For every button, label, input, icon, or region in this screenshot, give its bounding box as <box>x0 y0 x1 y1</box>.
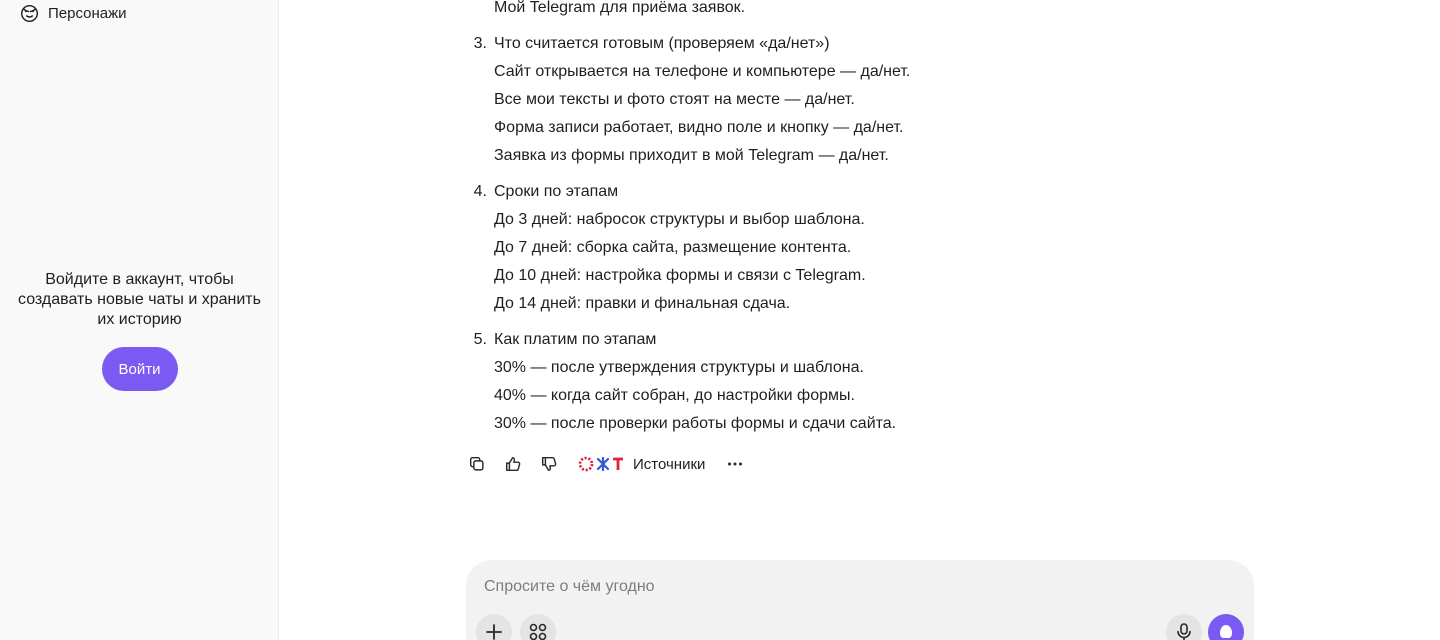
message-line: 30% — после утверждения структуры и шаблона. <box>494 359 864 376</box>
message-line: До 14 дней: правки и финальная сдача. <box>494 295 791 312</box>
message-line: До 10 дней: настройка формы и связи с Telegram. <box>494 267 866 284</box>
sources-label: Источники <box>633 455 706 473</box>
message-section <box>474 178 1234 318</box>
chat-input[interactable] <box>484 576 1224 598</box>
message-line: 30% — после проверки работы формы и сдачи сайта. <box>494 415 897 432</box>
plus-icon[interactable] <box>476 614 512 640</box>
message-line: Форма записи работает, видно поле и кнопку — да/нет. <box>494 119 904 136</box>
source-logo-red-icon <box>578 456 594 472</box>
sidebar-item-characters[interactable] <box>20 4 127 23</box>
assistant-message <box>474 0 1234 438</box>
login-prompt: Войдите в аккаунт, чтобы создавать новые чаты и хранить их историю <box>18 271 261 328</box>
message-intro <box>474 0 1234 22</box>
copy-icon[interactable] <box>466 453 488 475</box>
login-button[interactable]: Войти <box>102 347 178 391</box>
apps-grid-icon[interactable] <box>520 614 556 640</box>
section-number: 5. <box>473 331 487 348</box>
composer <box>466 560 1254 640</box>
source-logos <box>578 456 624 472</box>
source-logo-t-icon <box>612 456 624 472</box>
more-dots-icon[interactable] <box>727 461 743 467</box>
message-line: До 7 дней: сборка сайта, размещение контента. <box>494 239 852 256</box>
login-block <box>0 270 279 391</box>
section-number: 4. <box>473 183 487 200</box>
message-line: 40% — когда сайт собран, до настройки формы. <box>494 387 855 404</box>
message-section <box>474 326 1234 438</box>
section-number: 3. <box>473 35 487 52</box>
message-line: До 3 дней: набросок структуры и выбор шаблона. <box>494 211 865 228</box>
microphone-icon[interactable] <box>1166 614 1202 640</box>
message-section <box>474 30 1234 170</box>
source-logo-blue-icon <box>596 456 610 472</box>
characters-icon <box>20 4 39 23</box>
sidebar <box>0 0 279 640</box>
sources-button[interactable] <box>578 456 705 473</box>
message-line: Сайт открывается на телефоне и компьютере — да/нет. <box>494 63 911 80</box>
section-title: Сроки по этапам <box>494 183 619 200</box>
thumbs-down-icon[interactable] <box>538 453 560 475</box>
section-title: Что считается готовым (проверяем «да/нет») <box>494 35 830 52</box>
message-line: Мой Telegram для приёма заявок. <box>494 0 746 16</box>
message-line: Заявка из формы приходит в мой Telegram — да/нет. <box>494 147 889 164</box>
message-actions <box>466 451 743 477</box>
message-line: Все мои тексты и фото стоят на месте — да/нет. <box>494 91 855 108</box>
thumbs-up-icon[interactable] <box>502 453 524 475</box>
chat-area <box>280 0 1440 640</box>
sidebar-item-label: Персонажи <box>48 5 127 22</box>
section-title: Как платим по этапам <box>494 331 657 348</box>
send-icon[interactable] <box>1208 614 1244 640</box>
